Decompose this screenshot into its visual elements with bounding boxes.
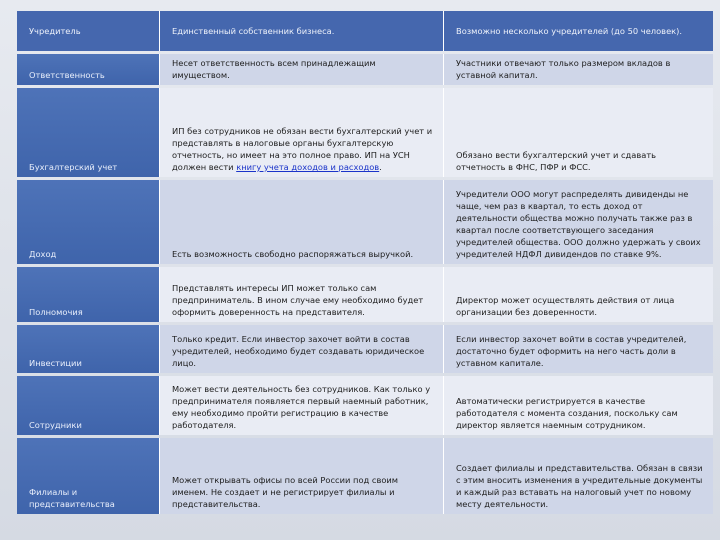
ip-cell-text: ИП без сотрудников не обязан вести бухгалтерский учет и представлять в налоговые органы бухгалтерскую отчетность, но имеет на это полное право. ИП на УСН должен вести [172,126,433,172]
row-responsibility [17,54,713,85]
ip-cell: Только кредит. Если инвестор захочет войти в состав учредителей, необходимо будет создавать юридическое лицо. [160,325,444,373]
ip-cell-end: . [379,162,382,172]
row-label: Сотрудники [17,376,160,435]
ooo-cell: Если инвестор захочет войти в состав учредителей, достаточно будет оформить на него часть доли в уставном капитале. [444,325,713,373]
row-label: Доход [17,180,160,264]
row-investments [17,325,713,373]
ooo-cell: Автоматически регистрируется в качестве работодателя с момента создания, поскольку сам директор является наемным сотрудником. [444,376,713,435]
ip-cell: Представлять интересы ИП может только сам предприниматель. В ином случае ему необходимо будет оформить доверенность на представителя. [160,267,444,322]
ooo-cell: Учредители ООО могут распределять дивиденды не чаще, чем раз в квартал, то есть доход от деятельности общества можно получать также раз в квартал после соответствующего заседания учредителей общества. ООО должно удержать у своих учредителей НДФЛ дивидендов по ставке 9%. [444,180,713,264]
row-label: Филиалы и представительства [17,438,160,514]
ooo-cell: Создает филиалы и представительства. Обязан в связи с этим вносить изменения в учредительные документы и каждый раз вставать на налоговый учет по новому месту деятельности. [444,438,713,514]
income-expense-book-link[interactable]: книгу учета доходов и расходов [236,162,380,172]
row-branches [17,438,713,514]
table-header-row [17,11,713,51]
header-founder: Учредитель [17,11,160,51]
ooo-cell: Участники отвечают только размером вкладов в уставной капитал. [444,54,713,85]
row-label: Полномочия [17,267,160,322]
ip-cell: Может открывать офисы по всей России под своим именем. Не создает и не регистрирует филиалы и представительства. [160,438,444,514]
ip-cell: Несет ответственность всем принадлежащим имуществом. [160,54,444,85]
header-multiple-founders: Возможно несколько учредителей (до 50 человек). [444,11,713,51]
row-label: Инвестиции [17,325,160,373]
row-label: Ответственность [17,54,160,85]
comparison-table [17,8,713,517]
row-powers [17,267,713,322]
row-label: Бухгалтерский учет [17,88,160,177]
ip-cell [160,88,444,177]
ooo-cell: Директор может осуществлять действия от лица организации без доверенности. [444,267,713,322]
ip-cell: Есть возможность свободно распоряжаться выручкой. [160,180,444,264]
ip-cell: Может вести деятельность без сотрудников. Как только у предпринимателя появляется первый наемный работник, ему необходимо пройти регистрацию в качестве работодателя. [160,376,444,435]
row-employees [17,376,713,435]
row-income [17,180,713,264]
row-accounting [17,88,713,177]
header-sole-owner: Единственный собственник бизнеса. [160,11,444,51]
ooo-cell: Обязано вести бухгалтерский учет и сдавать отчетность в ФНС, ПФР и ФСС. [444,88,713,177]
